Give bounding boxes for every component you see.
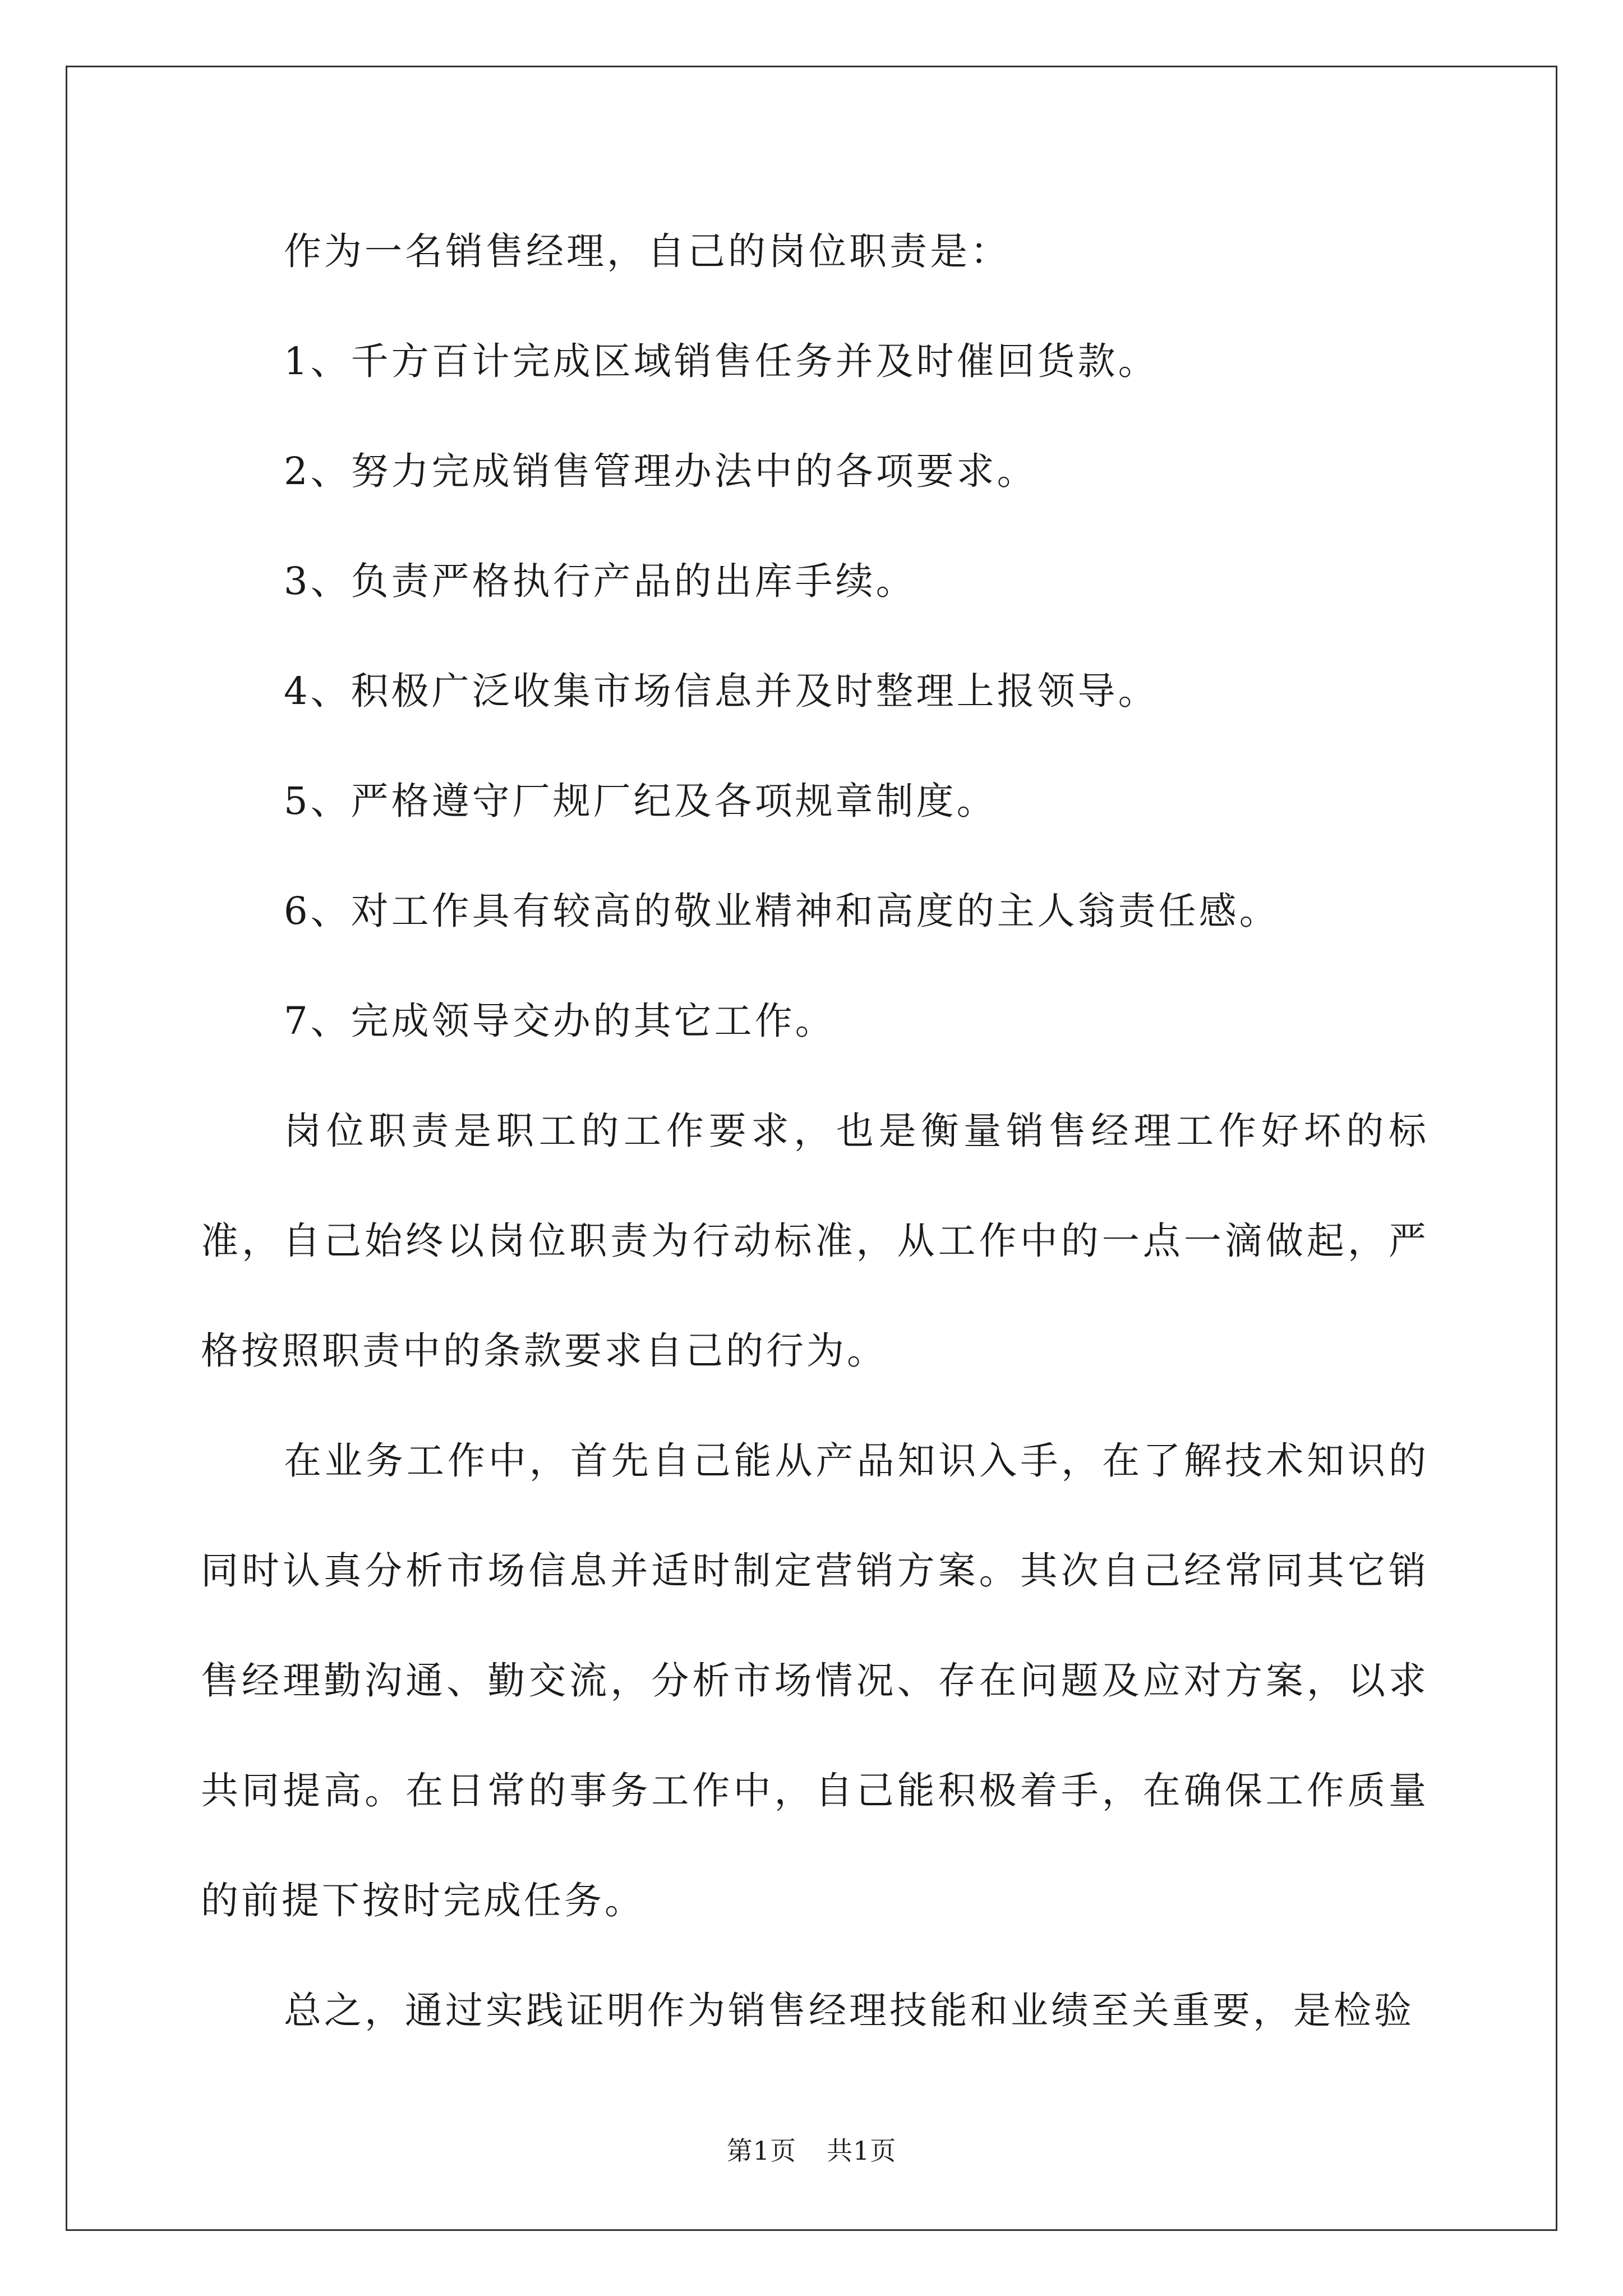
duty-item-7: 7、完成领导交办的其它工作。 xyxy=(284,999,836,1043)
duty-item-4: 4、积极广泛收集市场信息并及时整理上报领导。 xyxy=(284,669,1159,713)
page-number-current: 第1页 xyxy=(726,2136,796,2166)
intro-paragraph: 作为一名销售经理，自己的岗位职责是： xyxy=(284,229,1011,273)
page-number-total: 共1页 xyxy=(827,2136,897,2166)
summary-paragraph: 总之，通过实践证明作为销售经理技能和业绩至关重要，是检验 xyxy=(284,1989,1414,2032)
standard-paragraph: 岗位职责是职工的工作要求，也是衡量销售经理工作好坏的标准，自己始终以岗位职责为行动标准，从工作中的一点一滴做起，严格按照职责中的条款要求自己的行为。 xyxy=(201,1109,1429,1373)
duty-item-2: 2、努力完成销售管理办法中的各项要求。 xyxy=(284,449,1038,493)
duty-item-3: 3、负责严格执行产品的出库手续。 xyxy=(284,559,916,603)
page-footer xyxy=(0,2131,1623,2168)
duty-item-5: 5、严格遵守厂规厂纪及各项规章制度。 xyxy=(284,779,997,823)
business-paragraph: 在业务工作中，首先自己能从产品知识入手，在了解技术知识的同时认真分析市场信息并适时制定营销方案。其次自己经常同其它销售经理勤沟通、勤交流，分析市场情况、存在问题及应对方案，以求共同提高。在日常的事务工作中，自己能积极着手，在确保工作质量的前提下按时完成任务。 xyxy=(201,1439,1429,1922)
duty-item-6: 6、对工作具有较高的敬业精神和高度的主人翁责任感。 xyxy=(284,889,1280,933)
duty-item-1: 1、千方百计完成区域销售任务并及时催回货款。 xyxy=(284,339,1159,383)
